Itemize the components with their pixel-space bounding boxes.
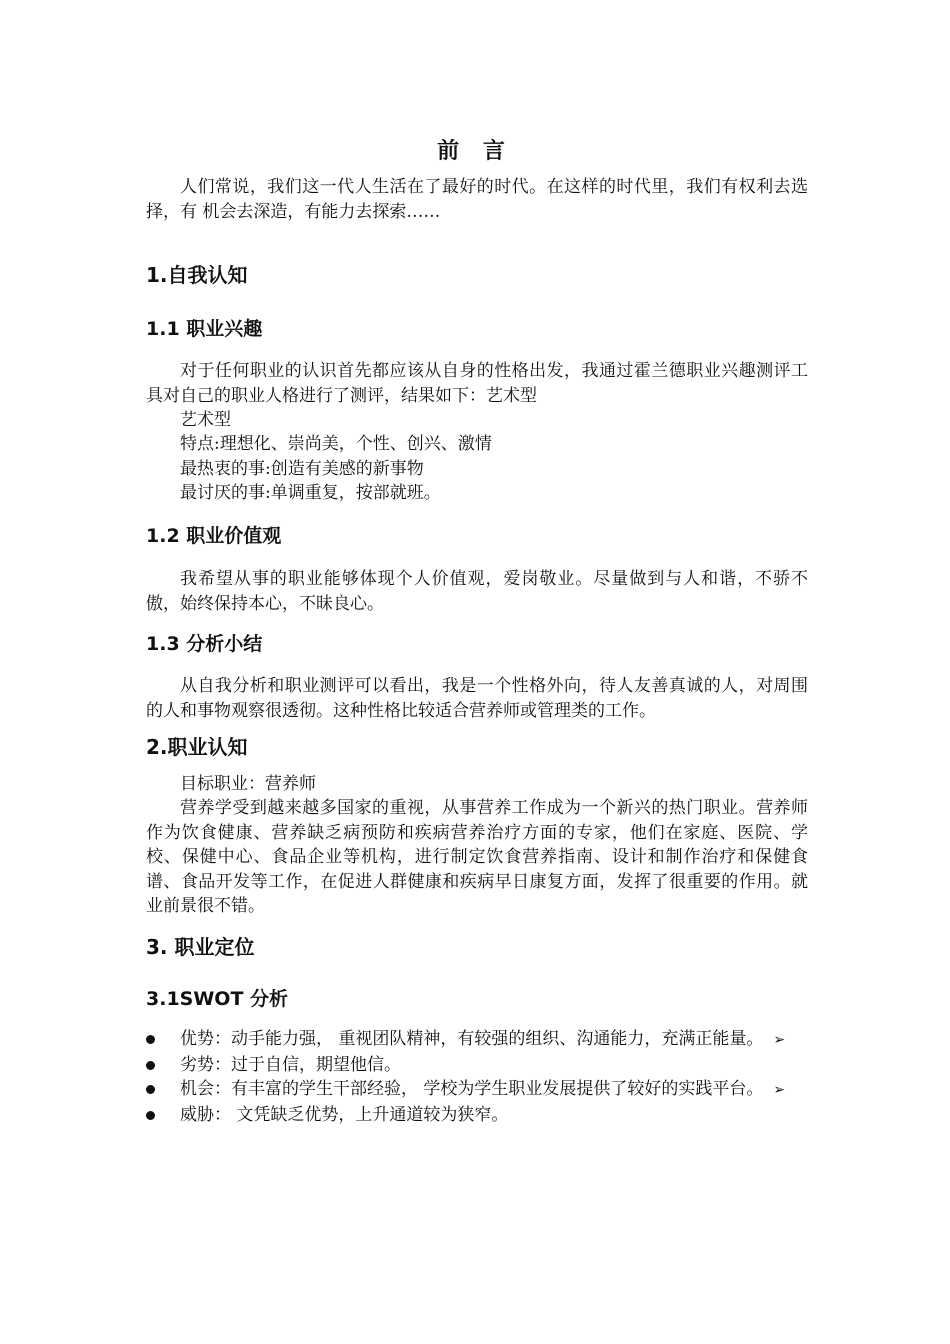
swot-item-strengths [146,1027,808,1053]
section1-1-heading: 1.1 职业兴趣 [146,318,263,340]
swot-text: 优势：动手能力强， 重视团队精神，有较强的组织、沟通能力，充满正能量。 [180,1029,764,1049]
section3-heading: 3. 职业定位 [146,935,255,959]
section1-1-intro: 对于任何职业的认识首先都应该从自身的性格出发，我通过霍兰德职业兴趣测评工具对自己的职业人格进行了测评，结果如下：艺术型 [146,361,808,406]
preface-title: 前 言 [437,139,513,164]
arrow-icon: ➢ [773,1082,786,1098]
swot-item-opportunities [146,1077,808,1103]
personality-likes: 最热衷的事:创造有美感的新事物 [180,459,424,479]
bullet-icon [146,1111,155,1120]
swot-list [146,1027,808,1127]
swot-text: 机会：有丰富的学生干部经验， 学校为学生职业发展提供了较好的实践平台。 [180,1079,764,1099]
preface-text: 人们常说，我们这一代人生活在了最好的时代。在这样的时代里，我们有权利去选择，有 机会去深造，有能力去探索…… [146,177,808,222]
section1-heading: 1.自我认知 [146,263,248,287]
swot-text: 威胁： 文凭缺乏优势，上升通道较为狭窄。 [180,1104,509,1125]
bullet-icon [146,1035,155,1044]
target-career: 目标职业：营养师 [180,774,316,794]
bullet-icon [146,1061,155,1070]
swot-item-threats [146,1103,808,1128]
section2-heading: 2.职业认知 [146,735,248,759]
section1-2-heading: 1.2 职业价值观 [146,525,282,547]
bullet-icon [146,1085,155,1094]
swot-text: 劣势：过于自信，期望他信。 [180,1054,401,1075]
section1-3-text: 从自我分析和职业测评可以看出，我是一个性格外向，待人友善真诚的人，对周围的人和事物观察很透彻。这种性格比较适合营养师或管理类的工作。 [146,676,808,721]
section3-1-heading: 3.1SWOT 分析 [146,988,289,1010]
section1-2-text: 我希望从事的职业能够体现个人价值观，爱岗敬业。尽量做到与人和谐，不骄不傲，始终保持本心，不昧良心。 [146,569,808,614]
arrow-icon: ➢ [773,1032,786,1048]
section2-text: 营养学受到越来越多国家的重视，从事营养工作成为一个新兴的热门职业。营养师作为饮食健康、营养缺乏病预防和疾病营养治疗方面的专家，他们在家庭、医院、学校、保健中心、食品企业等机构，进行制定饮食营养指南、设计和制作治疗和保健食谱、食品开发等工作，在促进人群健康和疾病早日康复方面，发挥了很重要的作用。就业前景很不错。 [146,798,808,916]
section1-3-heading: 1.3 分析小结 [146,633,263,655]
swot-item-weaknesses [146,1053,808,1078]
personality-dislikes: 最讨厌的事:单调重复，按部就班。 [180,483,441,503]
personality-type: 艺术型 [180,410,231,430]
personality-traits: 特点:理想化、崇尚美，个性、创兴、激情 [180,434,492,454]
